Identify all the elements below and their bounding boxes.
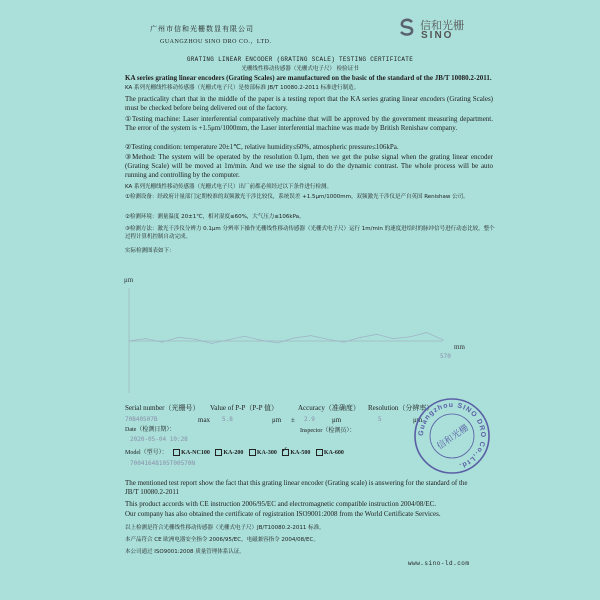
accuracy-pm: ±: [291, 416, 295, 424]
seal-ring-text: Guangzhou SINO DRO Co.,Ltd.: [417, 401, 487, 470]
model-option-ka-200: KA-200: [223, 450, 244, 456]
serial-label: Serial number（光栅号）: [125, 404, 200, 412]
data-point: [376, 334, 377, 335]
series-group: [129, 332, 444, 344]
data-point: [145, 338, 146, 339]
footer-cn-1: 以上检测是符合光栅线性移动传感器（光栅式电子尺）JB/T10080.2-2011 标准。: [125, 525, 325, 531]
cn-item-3: ③检测方法：激光干涉仪分辨力 0.1μm 分辨率下操作光栅线性移动传感器（光栅式电子尺）运行 1m/min 的速度进给时的脉冲信号进行动态比较，整个过程计算机控制自动完成。: [125, 226, 495, 240]
model-checkbox-ka-nc100[interactable]: [173, 449, 180, 456]
date-label: Date（检测日期）：: [125, 427, 176, 433]
vpp-unit: μm: [272, 416, 282, 424]
item-testing-machine: ①Testing machine: Laser interferential comparatively machine that will be approved by the government measuring department. The error of the system is +1.5μm/1000mm, the Laser interferential machine was made by British Renishaw company.: [125, 115, 493, 132]
data-point: [310, 335, 311, 336]
data-point: [178, 337, 179, 338]
data-point: [294, 338, 295, 339]
model-label: Model（型号）：: [125, 450, 168, 456]
data-point: [393, 338, 394, 339]
max-label: max: [198, 416, 211, 424]
intro-en: KA series grating linear encoders (Grating Scales) are manufactured on the basic of the standard of the JB/T 10080.2-2011.: [125, 74, 492, 82]
cn-intro: KA 系列光栅线性移动传感器（光栅式电子尺）出厂前都必须经过以下条件进行检测。: [125, 184, 333, 190]
logo-text-cn: 信和光栅: [420, 19, 464, 32]
data-point: [426, 332, 427, 333]
vpp-value: 5.8: [222, 416, 233, 423]
model-option-ka-500: KA-500: [290, 450, 311, 456]
company-name-cn: 广州市信和光栅数显有限公司: [150, 25, 254, 33]
website[interactable]: www.sino-ld.com: [408, 560, 470, 567]
accuracy-value: 2.9: [304, 416, 315, 423]
data-point: [162, 342, 163, 343]
sino-logo-icon: [398, 18, 416, 36]
data-point: [211, 343, 212, 344]
seal-center-text: 信和光栅: [435, 423, 471, 453]
model-checkbox-ka-600[interactable]: [316, 449, 323, 456]
resolution-label: Resolution（分辨率）: [368, 404, 434, 412]
certificate-title-cn: 光栅线性移动传感器（光栅式电子尺） 检验证书: [241, 66, 359, 72]
model-checkbox-ka-500[interactable]: [281, 445, 289, 456]
logo-text-en: SINO: [421, 30, 454, 41]
footer-ce: This product accords with CE instruction 2006/95/EC and electromagnetic compatible instruction 2004/08/EC.: [125, 500, 437, 508]
accuracy-unit: μm: [332, 416, 342, 424]
data-point: [261, 340, 262, 341]
inspector-label: Inspector（检测员）：: [300, 428, 356, 434]
model-checkbox-ka-200[interactable]: [215, 449, 222, 456]
date-value: 2020-05-04 10:28: [130, 436, 188, 443]
error-chart-svg: [118, 258, 478, 398]
resolution-unit: μm: [413, 416, 423, 424]
product-code: 70041648105T00570N: [130, 460, 196, 467]
model-option-ka-300: KA-300: [256, 450, 277, 456]
vpp-label: Value of P-P（P-P 值）: [210, 404, 278, 412]
data-point: [277, 342, 278, 343]
footer-iso: Our company has also obtained the certificate of registration ISO9001:2008 from the World Certificate Services.: [125, 510, 441, 518]
data-point: [327, 339, 328, 340]
model-row: [125, 445, 344, 457]
error-chart: [118, 258, 478, 398]
model-checkbox-ka-300[interactable]: [249, 449, 256, 456]
data-point: [129, 341, 130, 342]
footer-cn-2: 本产品符合 CE 欧洲电器安全指令 2006/95/EC，电磁兼容指令 2004/08/EC。: [125, 537, 319, 543]
footer-conclusion: The mentioned test report show the fact that this grating linear encoder (Grating scale) is answering for the standard of the JB/T 10080.2-2011: [125, 479, 468, 496]
company-name-en: GUANGZHOU SINO DRO CO.，LTD.: [160, 39, 272, 45]
data-point: [228, 339, 229, 340]
data-point: [409, 336, 410, 337]
data-point: [443, 339, 444, 340]
resolution-value: 5: [378, 416, 382, 423]
company-seal: [412, 396, 492, 476]
model-option-ka-nc100: KA-NC100: [181, 450, 210, 456]
checkmark-icon: ✓: [281, 445, 289, 455]
footer-cn-3: 本公司通过 ISO9001:2008 质量管理体系认证。: [125, 549, 245, 555]
data-point: [343, 342, 344, 343]
chart-xlabel: mm: [454, 343, 465, 351]
data-point: [360, 337, 361, 338]
series-line-0: [129, 333, 443, 344]
cn-item-1: ①检测设备：经政府计量部门定期校准的双频激光干涉比较仪，系统误差 +1.5μm/1000mm。双频激光干涉仪是产自英国 Renishaw 公司。: [125, 194, 469, 200]
chart-heading: 实际检测图表如下：: [125, 248, 175, 254]
chart-ylabel: μm: [124, 276, 134, 284]
accuracy-label: Accuracy（准确度）: [298, 404, 360, 412]
item-testing-condition: ②Testing condition: temperature 20±1℃, relative humidity≤60%, atmospheric pressure≤106kPa.: [125, 143, 399, 151]
model-option-ka-600: KA-600: [323, 450, 344, 456]
data-point: [244, 336, 245, 337]
serial-value: 70B40507B: [125, 416, 158, 423]
paragraph-practicality: The practicality chart that in the middle of the paper is a testing report that the KA series grating linear encoders (Grating Scales) must be checked before being delivered out of the factory.: [125, 95, 493, 112]
certificate-title-en: GRATING LINEAR ENCODER (GRATING SCALE) TESTING CERTIFICATE: [186, 56, 414, 63]
cn-item-2: ②检测环境：测量温度 20±1℃，相对湿度≤60%，大气压力≤106kPa。: [125, 214, 305, 220]
data-point: [195, 339, 196, 340]
x-end-label: 570: [440, 353, 451, 360]
intro-cn: KA 系列光栅线性移动传感器（光栅式电子尺）是按部标准 JB/T 10080.2-2011 标准进行制造。: [125, 85, 360, 91]
item-method: ③Method: The system will be operated by the resolution 0.1μm, then we get the pulse signal when the grating linear encoder (Grating Scale) will be moved at 1m/min. And we use the signal to do the dynamic contrast. The whole process will be auto running and controlling by the computer.: [125, 153, 493, 179]
